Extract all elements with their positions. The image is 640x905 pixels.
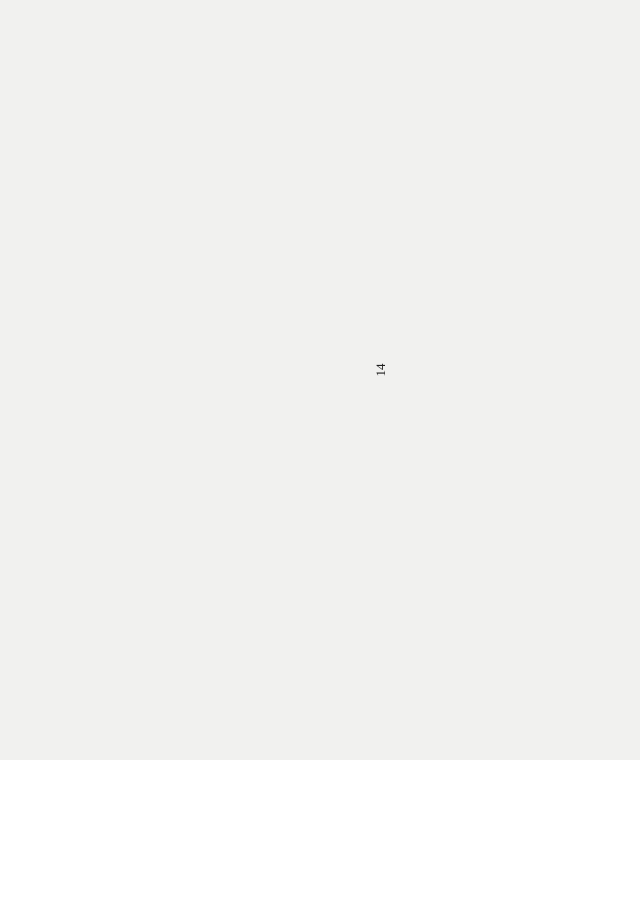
- page-number: 14: [373, 363, 388, 377]
